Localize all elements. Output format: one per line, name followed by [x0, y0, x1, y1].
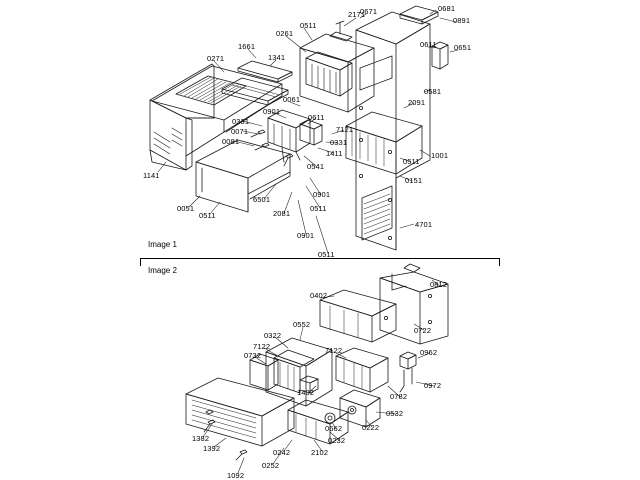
part-callout-7121: 7121 — [336, 125, 354, 134]
part-callout-1411: 1411 — [326, 149, 343, 158]
part-callout-1382: 1382 — [192, 434, 210, 443]
part-callout-0271: 0271 — [207, 54, 225, 63]
part-callout-2102: 2102 — [311, 448, 329, 457]
part-callout-0552: 0552 — [293, 320, 311, 329]
part-callout-1001: 1001 — [431, 151, 449, 160]
part-callout-0901: 0901 — [263, 107, 281, 116]
part-callout-0242: 0242 — [273, 448, 291, 457]
part-callout-0511: 0511 — [318, 250, 335, 259]
part-callout-0662: 0662 — [325, 424, 343, 433]
part-callout-0901: 0901 — [313, 190, 331, 199]
part-callout-4701: 4701 — [415, 220, 433, 229]
part-callout-0581: 0581 — [424, 87, 442, 96]
part-callout-0511: 0511 — [310, 204, 327, 213]
part-callout-0261: 0261 — [276, 29, 294, 38]
part-callout-0511: 0511 — [300, 21, 317, 30]
part-callout-0252: 0252 — [262, 461, 280, 470]
part-callout-0051: 0051 — [177, 204, 195, 213]
part-callout-0671: 0671 — [360, 7, 378, 16]
part-callout-1341: 1341 — [268, 53, 286, 62]
part-callout-0331: 0331 — [232, 117, 250, 126]
part-callout-0962: 0962 — [420, 348, 438, 357]
part-callout-0782: 0782 — [390, 392, 408, 401]
part-callout-2081: 2081 — [273, 209, 291, 218]
part-callout-0611: 0611 — [420, 40, 437, 49]
part-callout-1141: 1141 — [143, 171, 160, 180]
part-callout-2091: 2091 — [408, 98, 426, 107]
part-callout-0541: 0541 — [307, 162, 325, 171]
part-callout-0722: 0722 — [414, 326, 432, 335]
part-callout-0511: 0511 — [403, 157, 420, 166]
part-callout-0611: 0611 — [308, 113, 325, 122]
part-callout-0331: 0331 — [330, 138, 348, 147]
part-callout-0402: 0402 — [310, 291, 328, 300]
part-callout-0732: 0732 — [244, 351, 262, 360]
part-callout-0651: 0651 — [454, 43, 472, 52]
part-callout-7122: 7122 — [253, 342, 271, 351]
part-callout-2171: 2171 — [348, 10, 366, 19]
part-callout-0972: 0972 — [424, 381, 442, 390]
part-callout-0081: 0081 — [222, 137, 240, 146]
part-callout-0322: 0322 — [264, 331, 282, 340]
part-callout-0511: 0511 — [199, 211, 216, 220]
panel-title-image2: Image 2 — [148, 266, 177, 275]
part-callout-7122: 7122 — [325, 346, 343, 355]
part-callout-0532: 0532 — [386, 409, 404, 418]
part-callout-0901: 0901 — [297, 231, 315, 240]
panel-title-image1: Image 1 — [148, 240, 177, 249]
part-callout-1402: 1402 — [297, 388, 315, 397]
part-callout-1661: 1661 — [238, 42, 256, 51]
part-callout-0891: 0891 — [453, 16, 471, 25]
part-callout-1392: 1392 — [203, 444, 221, 453]
part-callout-0061: 0061 — [283, 95, 301, 104]
part-callout-1092: 1092 — [227, 471, 245, 480]
part-callout-0232: 0232 — [328, 436, 346, 445]
part-callout-0222: 0222 — [362, 423, 380, 432]
part-callout-0812: 0812 — [430, 280, 448, 289]
part-callout-6501: 6501 — [253, 195, 271, 204]
part-callout-0681: 0681 — [438, 4, 456, 13]
part-callout-0071: 0071 — [231, 127, 249, 136]
part-callout-0151: 0151 — [405, 176, 423, 185]
